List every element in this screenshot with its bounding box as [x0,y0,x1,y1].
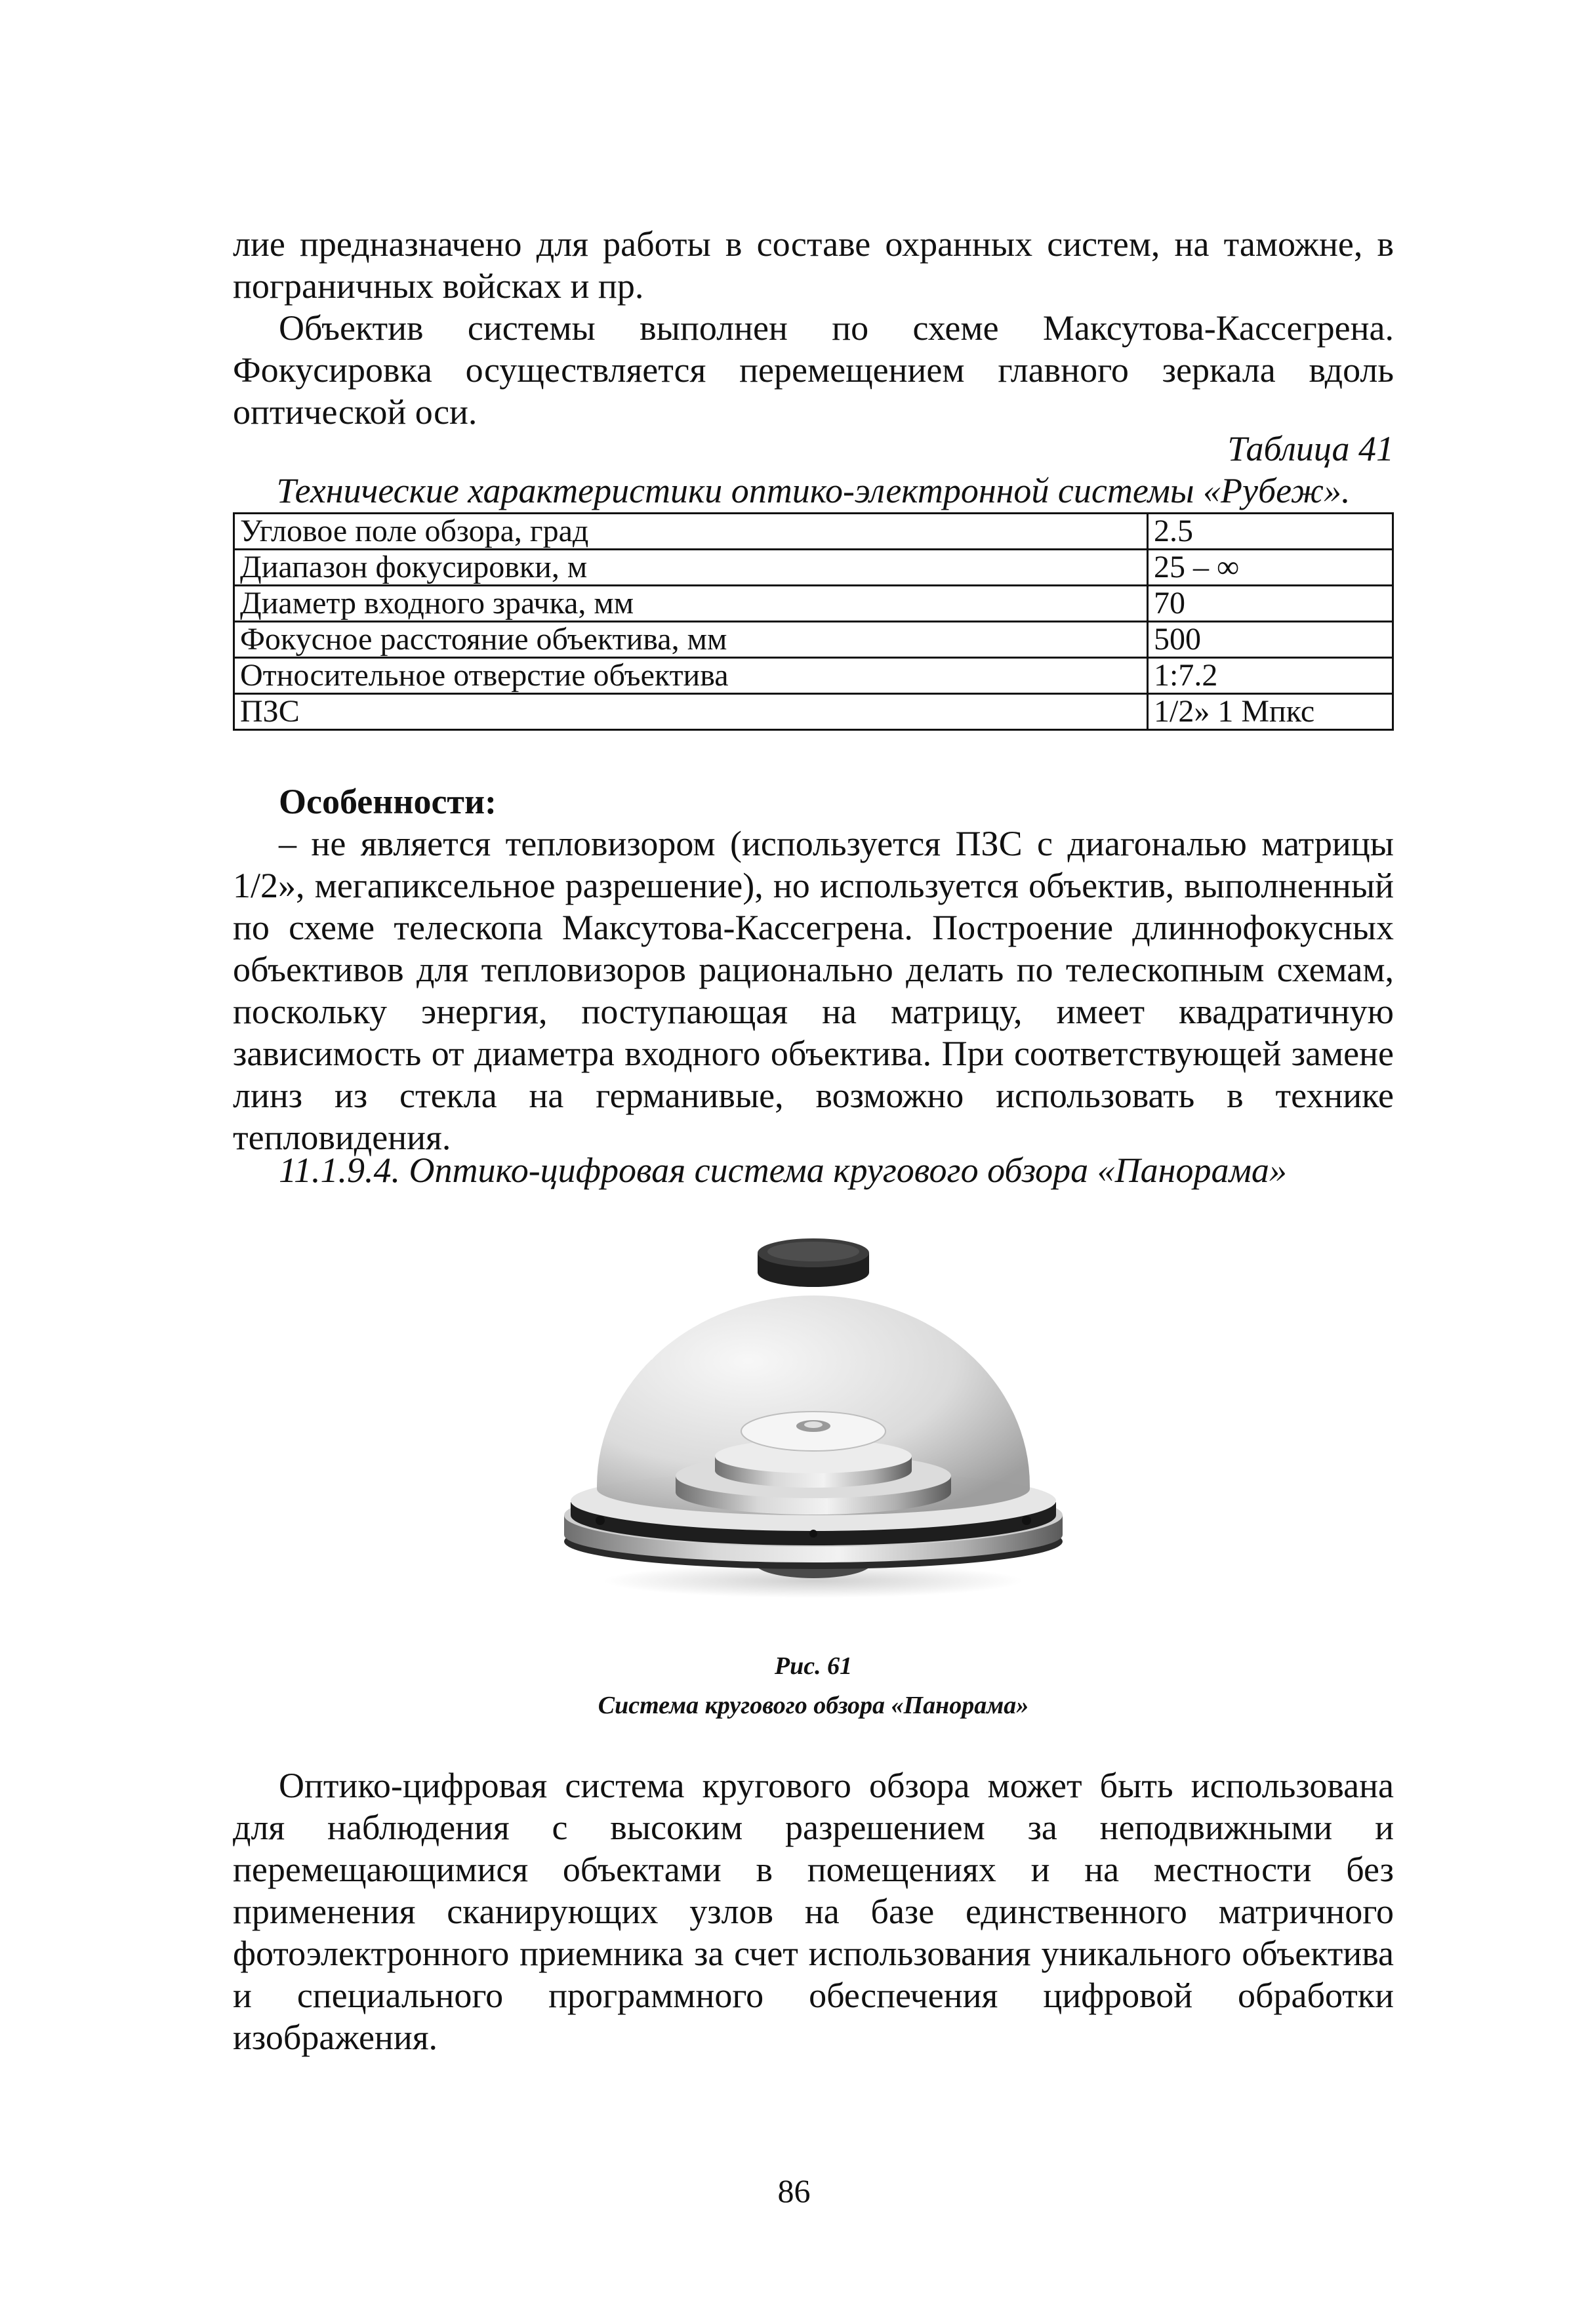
intro-paragraph-2: Объектив системы выполнен по схеме Максутова-Кассегрена. Фокусировка осуществляется перемещением главного зеркала вдоль оптической оси. [233,308,1394,432]
figure-caption [233,1646,1394,1725]
table-number: Таблица 41 [1227,429,1394,468]
table-row [234,514,1393,550]
figure-number: Рис. 61 [774,1652,853,1680]
table-cell-param: Диаметр входного зрачка, мм [234,586,1148,622]
table-caption [233,428,1394,512]
features-heading: Особенности: [279,782,497,821]
table-row [234,586,1393,622]
table-title: Технические характеристики оптико-электронной системы «Рубеж». [276,471,1351,510]
table-row [234,694,1393,730]
table-cell-value: 1:7.2 [1148,658,1393,694]
table-row [234,658,1393,694]
table-row [234,622,1393,658]
table-cell-param: Диапазон фокусировки, м [234,550,1148,586]
table-row [234,550,1393,586]
intro-paragraph-1: лие предназначено для работы в составе охранных систем, на таможне, в пограничных войсках и пр. [233,224,1394,306]
figure-title: Система кругового обзора «Панорама» [598,1692,1029,1719]
features-text: – не является тепловизором (используется ПЗС с диагональю матрицы 1/2», мегапиксельное разрешение), но используется объектив, выполненный по схеме телескопа Максутова-Кассегрена. Построение длиннофокусных объективов для тепловизоров рационально делать по телескопным схемам, поскольку энергия, поступающая на матрицу, имеет квадратичную зависимость от диаметра входного объектива. При соответствующей замене линз из стекла на германивые, возможно использовать в технике тепловидения. [233,824,1394,1157]
panorama-device-photo [551,1227,1076,1600]
table-cell-param: Фокусное расстояние объектива, мм [234,622,1148,658]
table-cell-value: 2.5 [1148,514,1393,550]
table-cell-value: 1/2» 1 Мпкс [1148,694,1393,730]
table-cell-param: ПЗС [234,694,1148,730]
section-title: 11.1.9.4. Оптико-цифровая система кругового обзора «Панорама» [279,1151,1287,1190]
spec-table [233,512,1394,731]
page-number: 86 [777,2172,811,2209]
table-cell-value: 70 [1148,586,1393,622]
section-heading [233,1149,1394,1191]
table-cell-param: Относительное отверстие объектива [234,658,1148,694]
description-paragraph: Оптико-цифровая система кругового обзора может быть использована для наблюдения с высоким разрешением за неподвижными и перемещающимися объектами в помещениях и на местности без применения сканирующих узлов на базе единственного матричного фотоэлектронного приемника за счет использования уникального объектива и специального программного обеспечения цифровой обработки изображения. [233,1766,1394,2057]
features-block [233,781,1394,1158]
table-cell-value: 500 [1148,622,1393,658]
description-block [233,1764,1394,2058]
table-cell-param: Угловое поле обзора, град [234,514,1148,550]
intro-block [233,223,1394,433]
table-cell-value: 25 – ∞ [1148,550,1393,586]
